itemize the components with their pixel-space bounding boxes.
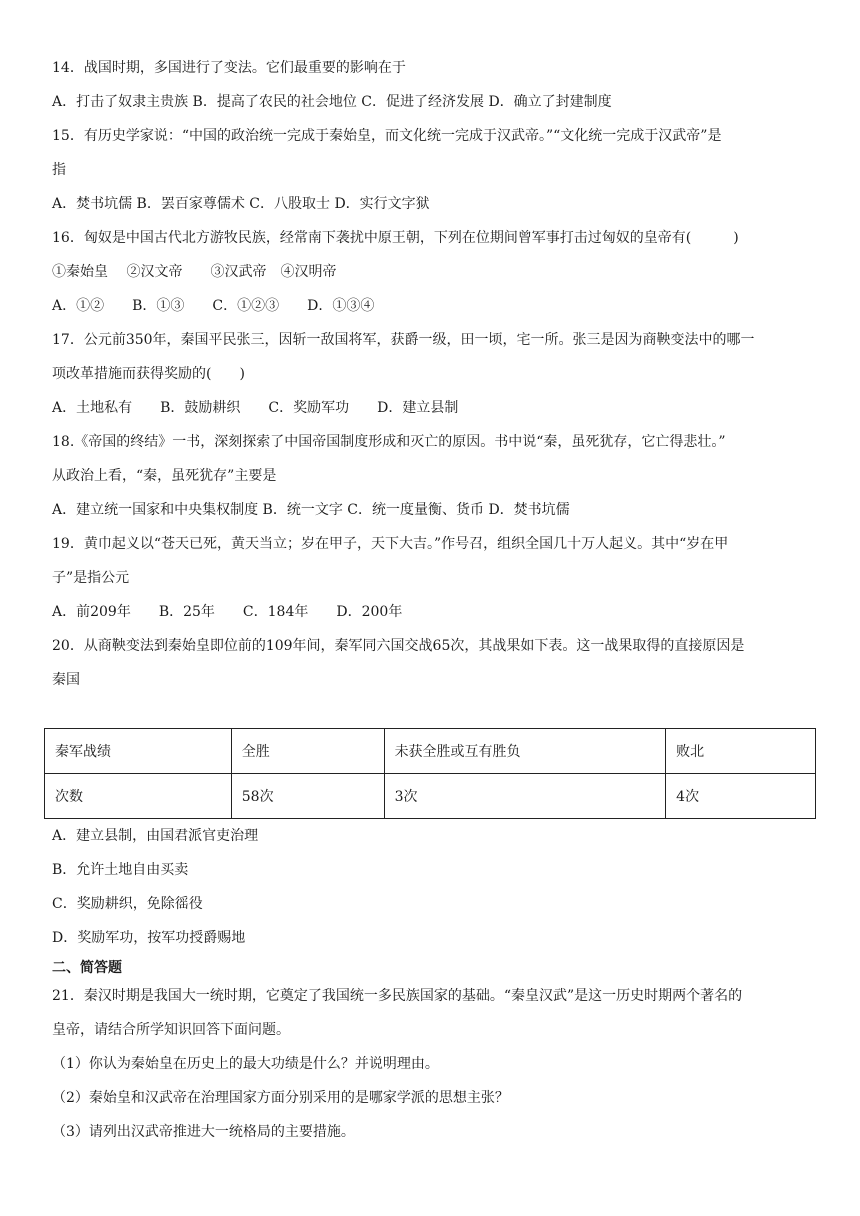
q20-stem-line2: 秦国	[52, 672, 80, 688]
q20-stem-line1: 20．从商鞅变法到秦始皇即位前的109年间，秦军同六国交战65次，其战果如下表。这一战果取得的直接原因是	[52, 638, 745, 654]
table-header-cell: 败北	[666, 729, 816, 774]
q19-stem-line2: 子”是指公元	[52, 570, 130, 586]
q18-options: A．建立统一国家和中央集权制度 B．统一文字 C．统一度量衡、货币 D．焚书坑儒	[52, 502, 570, 518]
q20-option-d: D．奖励军功，按军功授爵赐地	[52, 930, 246, 946]
table-header-cell: 秦军战绩	[45, 729, 232, 774]
section-title: 二、简答题	[52, 960, 122, 976]
q20-option-c: C．奖励耕织，免除徭役	[52, 896, 203, 912]
table-cell: 3次	[384, 774, 666, 819]
q21-sub2: （2）秦始皇和汉武帝在治理国家方面分别采用的是哪家学派的思想主张？	[52, 1090, 509, 1106]
q17-stem-line1: 17．公元前350年，秦国平民张三，因斩一敌国将军，获爵一级，田一顷，宅一所。张三是因为商鞅变法中的哪一	[52, 332, 755, 348]
table-header-cell: 未获全胜或互有胜负	[384, 729, 666, 774]
q15-stem-line2: 指	[52, 162, 66, 178]
q21-sub1: （1）你认为秦始皇在历史上的最大功绩是什么？并说明理由。	[52, 1056, 439, 1072]
q18-stem-line2: 从政治上看，“秦，虽死犹存”主要是	[52, 468, 277, 484]
q20-option-a: A．建立县制，由国君派官吏治理	[52, 828, 259, 844]
q16-stem: 16．匈奴是中国古代北方游牧民族，经常南下袭扰中原王朝，下列在位期间曾军事打击过匈奴的皇帝有( )	[52, 230, 739, 246]
table-cell: 4次	[666, 774, 816, 819]
q19-options: A．前209年 B．25年 C．184年 D．200年	[52, 604, 403, 620]
q21-stem-line1: 21．秦汉时期是我国大一统时期，它奠定了我国统一多民族国家的基础。“秦皇汉武”是这一历史时期两个著名的	[52, 988, 743, 1004]
q20-option-b: B．允许土地自由买卖	[52, 862, 189, 878]
table-row	[45, 729, 816, 774]
q16-options: A．①② B．①③ C．①②③ D．①③④	[52, 298, 375, 314]
table-header-cell: 全胜	[231, 729, 384, 774]
q19-stem-line1: 19．黄巾起义以“苍天已死，黄天当立；岁在甲子，天下大吉。”作号召，组织全国几十万人起义。其中“岁在甲	[52, 536, 729, 552]
q15-options: A．焚书坑儒 B．罢百家尊儒术 C．八股取士 D．实行文字狱	[52, 196, 430, 212]
table-cell: 次数	[45, 774, 232, 819]
q17-options: A．土地私有 B．鼓励耕织 C．奖励军功 D．建立县制	[52, 400, 459, 416]
q21-sub3: （3）请列出汉武帝推进大一统格局的主要措施。	[52, 1124, 355, 1140]
q18-stem-line1: 18.《帝国的终结》一书，深刻探索了中国帝国制度形成和灭亡的原因。书中说“秦，虽死犹存，它亡得悲壮。”	[52, 434, 726, 450]
q20-results-table	[44, 728, 816, 819]
q17-stem-line2: 项改革措施而获得奖励的( )	[52, 366, 245, 382]
q14-stem: 14．战国时期，多国进行了变法。它们最重要的影响在于	[52, 60, 406, 76]
q16-items: ①秦始皇 ②汉文帝 ③汉武帝 ④汉明帝	[52, 264, 337, 280]
q14-options: A．打击了奴隶主贵族 B．提高了农民的社会地位 C．促进了经济发展 D．确立了封建制度	[52, 94, 612, 110]
table-cell: 58次	[231, 774, 384, 819]
q21-stem-line2: 皇帝，请结合所学知识回答下面问题。	[52, 1022, 290, 1038]
q15-stem-line1: 15．有历史学家说：“中国的政治统一完成于秦始皇，而文化统一完成于汉武帝。”“文化统一完成于汉武帝”是	[52, 128, 722, 144]
table-row	[45, 774, 816, 819]
